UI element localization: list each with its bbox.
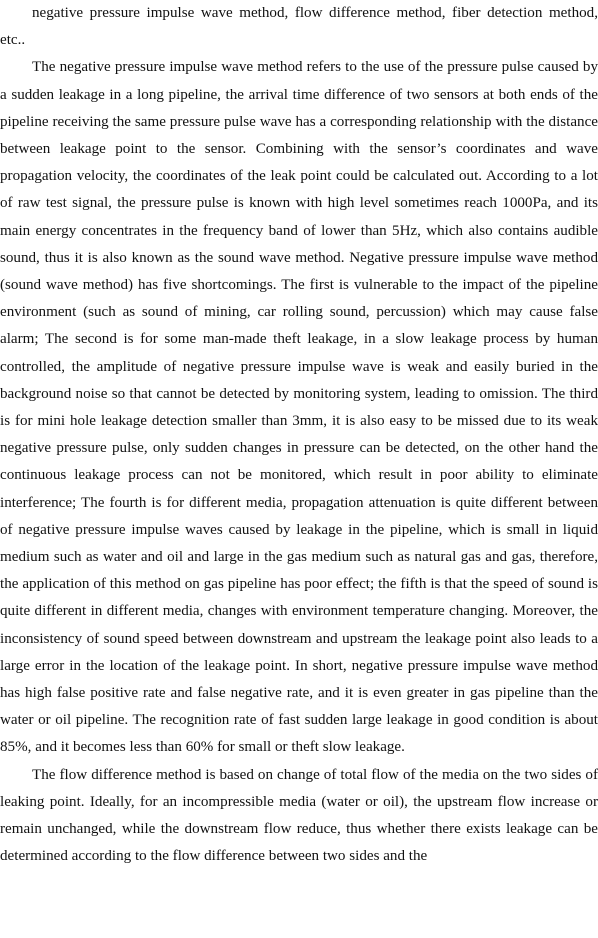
paragraph-flow-difference-method: The flow difference method is based on change of total flow of the media on the two sides of leaking point. Ideally, for an incompressible media (water or oil), the upstream flow increase or remain unchanged, while the downstream flow reduce, thus whether there exists leakage can be determined according to the flow difference between two sides and the bbox=[0, 766, 598, 865]
paragraph-intro-tail: negative pressure impulse wave method, flow difference method, fiber detection method, etc.. bbox=[0, 5, 598, 49]
paragraph-negative-pressure-method: The negative pressure impulse wave method refers to the use of the pressure pulse caused by a sudden leakage in a long pipeline, the arrival time difference of two sensors at both ends of the pipeline receiving the same pressure pulse wave has a corresponding relationship with the distance between leakage point to the sensor. Combining with the sensor’s coordinates and wave propagation velocity, the coordinates of the leak point could be calculated out. According to a lot of raw test signal, the pressure pulse is known with high level sometimes reach 1000Pa, and its main energy concentrates in the frequency band of lower than 5Hz, which also contains audible sound, thus it is also known as the sound wave method. Negative pressure impulse wave method (sound wave method) has five shortcomings. The first is vulnerable to the impact of the pipeline environment (such as sound of mining, car rolling sound, percussion) which may cause false alarm; The second is for some man-made theft leakage, in a slow leakage process by human controlled, the amplitude of negative pressure impulse wave is weak and easily buried in the background noise so that cannot be detected by monitoring system, leading to omission. The third is for mini hole leakage detection smaller than 3mm, it is also easy to be missed due to its weak negative pressure pulse, only sudden changes in pressure can be detected, on the other hand the continuous leakage process can not be monitored, which result in poor ability to eliminate interference; The fourth is for different media, propagation attenuation is quite different between of negative pressure impulse waves caused by leakage in the pipeline, which is small in liquid medium such as water and oil and large in the gas medium such as natural gas and gas, therefore, the application of this method on gas pipeline has poor effect; the fifth is that the speed of sound is quite different in different media, changes with environment temperature changing. Moreover, the inconsistency of sound speed between downstream and upstream the leakage point also leads to a large error in the location of the leakage point. In short, negative pressure impulse wave method has high false positive rate and false negative rate, and it is even greater in gas pipeline than the water or oil pipeline. The recognition rate of fast sudden large leakage in good condition is about 85%, and it becomes less than 60% for small or theft slow leakage. bbox=[0, 59, 598, 756]
